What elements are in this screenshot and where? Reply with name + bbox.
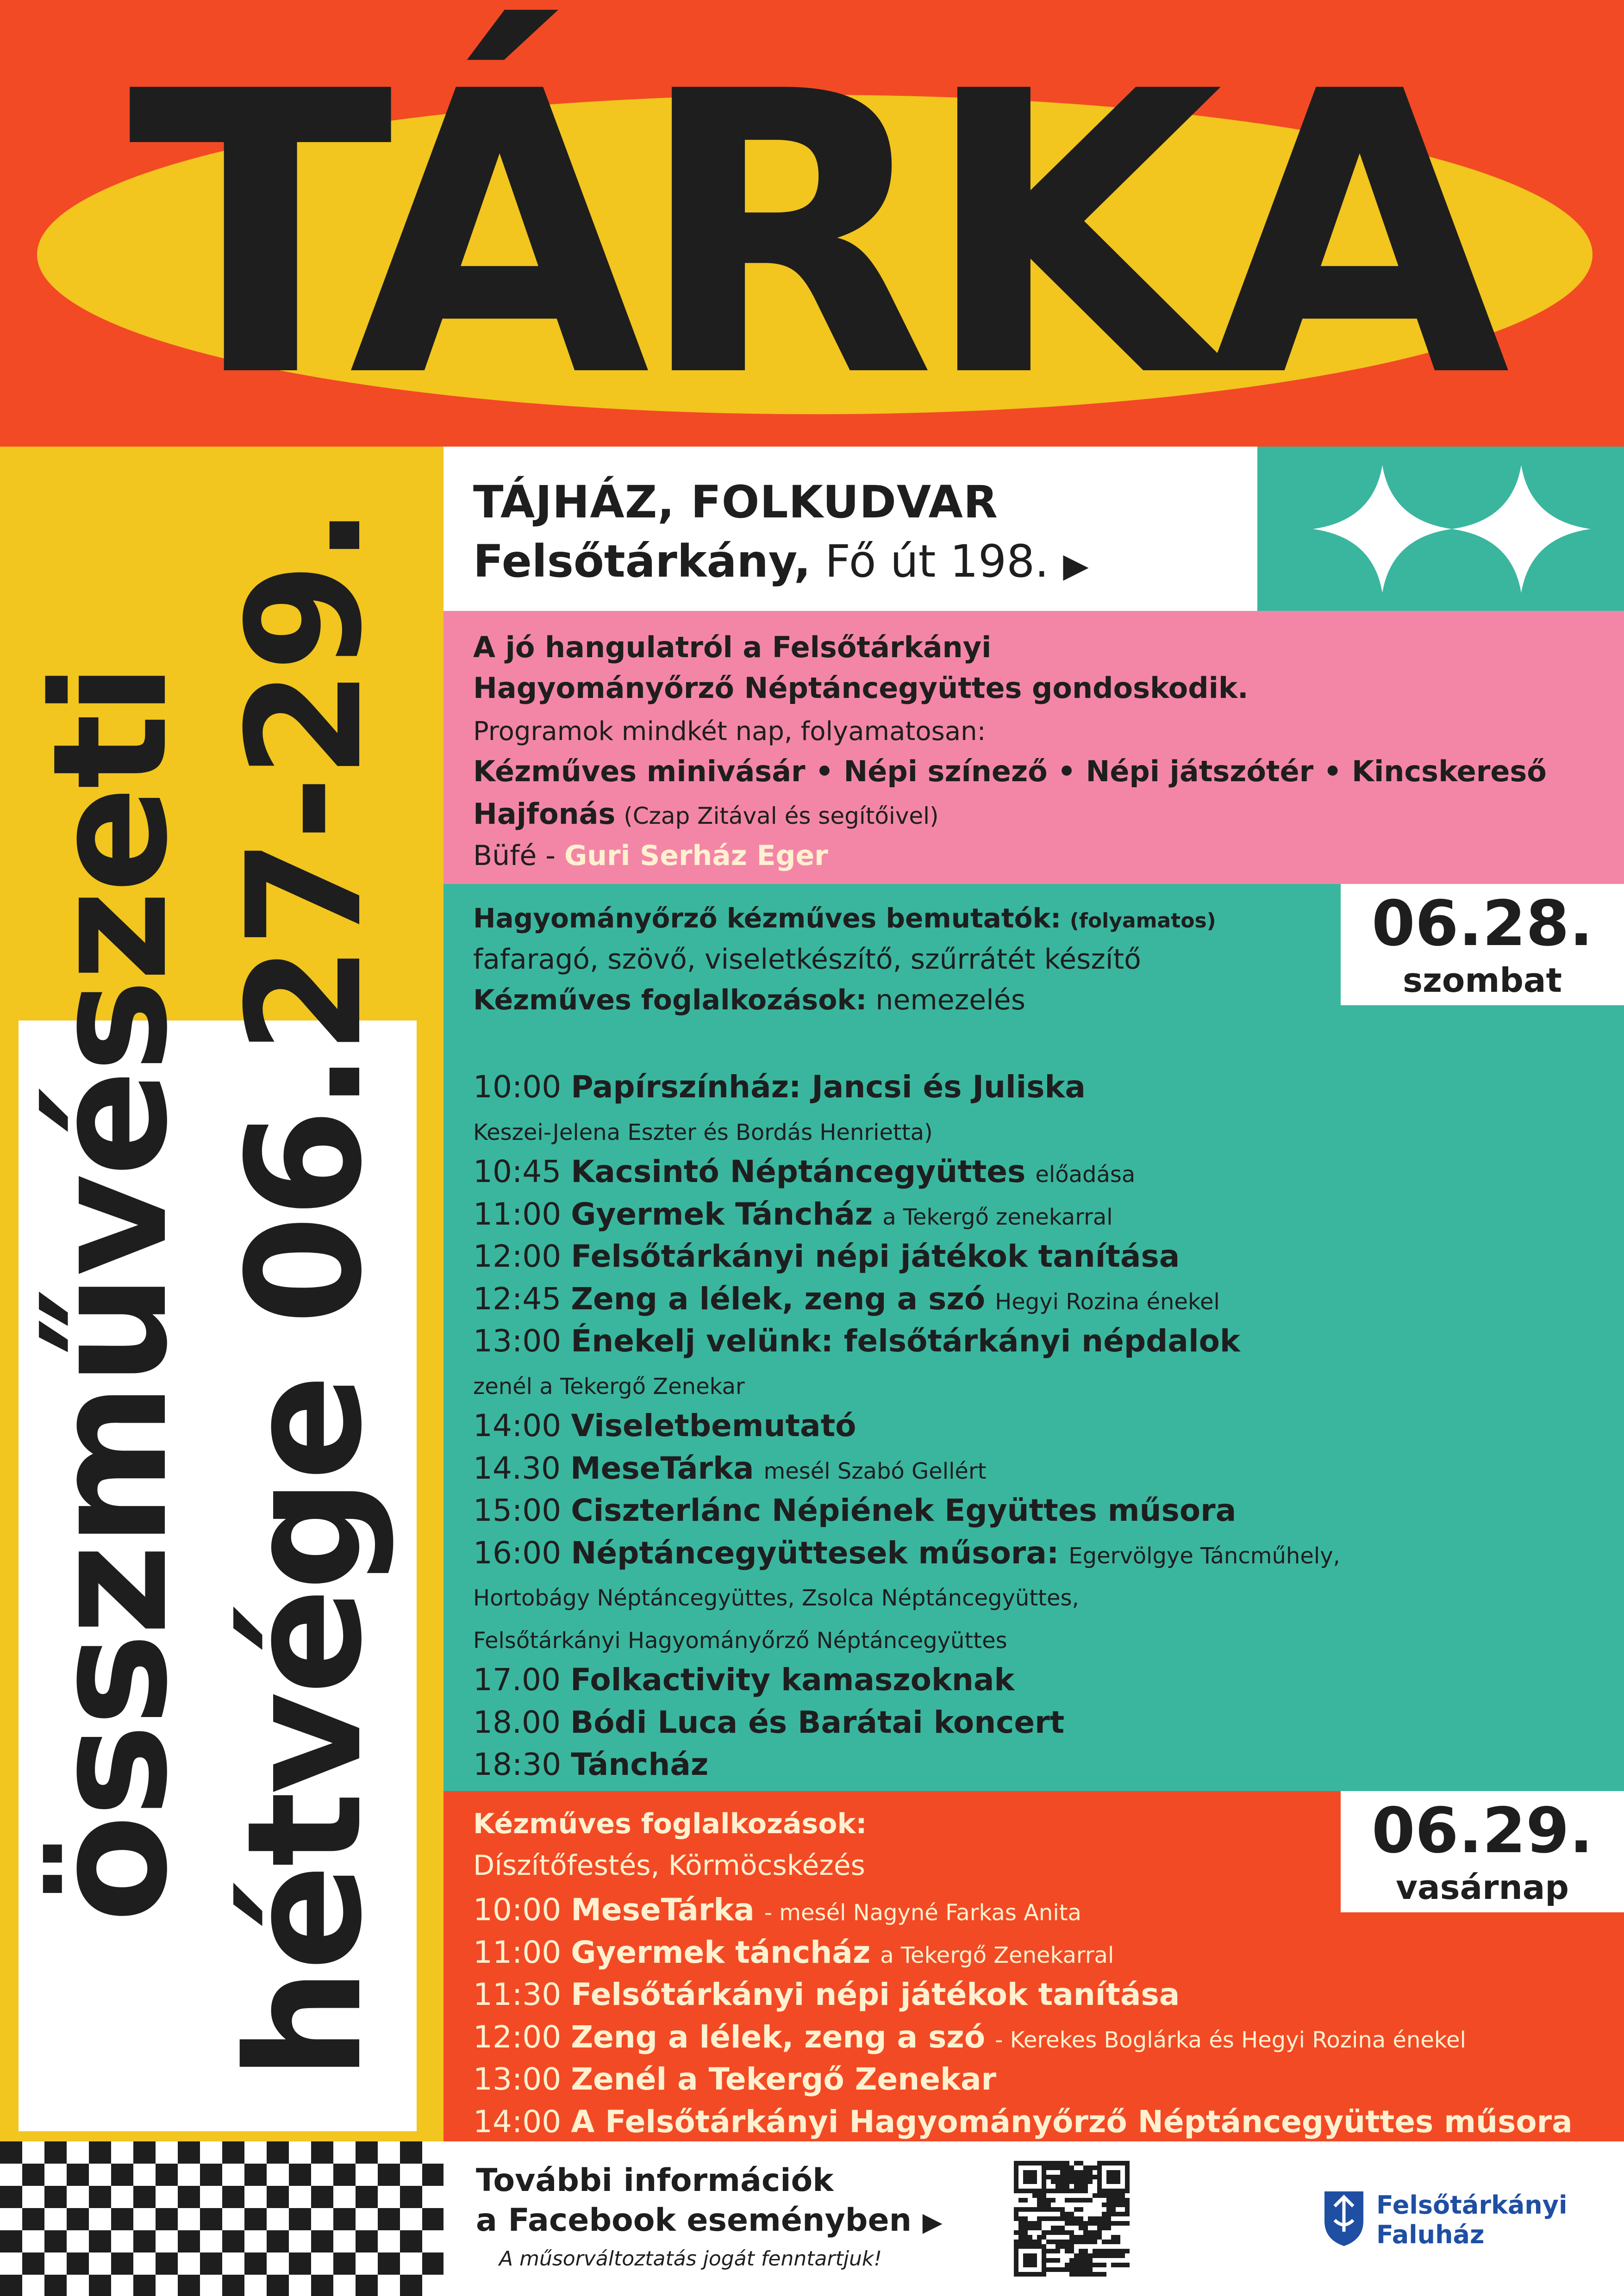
info-line-2-text: a Facebook eseményben — [476, 2202, 912, 2239]
venue-name: TÁJHÁZ, FOLKUDVAR — [473, 476, 998, 528]
venue-address — [473, 535, 1089, 587]
day1-event-row — [473, 1408, 856, 1444]
day2-weekday: vasárnap — [1396, 1868, 1569, 1907]
address-block — [443, 447, 1257, 611]
event-title: Bódi Luca és Barátai koncert — [570, 1704, 1065, 1740]
day1-event-row — [473, 1238, 1180, 1274]
event-title: Papírszínház: Jancsi és Juliska — [571, 1069, 1086, 1105]
event-detail: mesél Szabó Gellért — [763, 1458, 987, 1484]
logo-line-2: Faluház — [1376, 2220, 1485, 2249]
day1-date-box — [1341, 884, 1624, 1005]
event-time: 18.00 — [473, 1704, 561, 1740]
event-title: Folkactivity kamaszoknak — [570, 1662, 1015, 1698]
day1-event-row — [473, 1196, 1113, 1232]
side-band — [0, 447, 443, 2141]
day2-event-row — [473, 1977, 1180, 2012]
event-time: 13:00 — [473, 2061, 562, 2097]
event-title: Zenél a Tekergő Zenekar — [571, 2061, 997, 2097]
day2-event-row — [473, 1935, 1114, 1970]
event-detail: Hortobágy Néptáncegyüttes, Zsolca Néptáncegyüttes, — [473, 1585, 1079, 1611]
buffet-name: Guri Serház Eger — [564, 840, 828, 872]
day1-event-row — [473, 1281, 1220, 1317]
day1-crafts — [473, 902, 1216, 934]
event-time: 12:00 — [473, 2019, 562, 2055]
event-time: 13:00 — [473, 1323, 562, 1359]
event-time: 17.00 — [473, 1662, 561, 1698]
play-arrow-icon: ▶ — [1063, 546, 1089, 585]
four-point-star-icon — [1257, 447, 1624, 611]
checkerboard-pattern — [0, 2141, 443, 2296]
crafts-label: Hagyományőrző kézműves bemutatók: — [473, 902, 1062, 934]
event-title: A Felsőtárkányi Hagyományőrző Néptáncegyüttes műsora — [571, 2103, 1573, 2140]
intro-line-2: Hagyományőrző Néptáncegyüttes gondoskodik. — [473, 671, 1249, 705]
event-title: Felsőtárkányi népi játékok tanítása — [571, 1238, 1180, 1274]
event-title: Ciszterlánc Népiének Együttes műsora — [571, 1493, 1237, 1528]
event-time: 15:00 — [473, 1493, 562, 1528]
buffet-label: Büfé - — [473, 840, 556, 872]
intro-panel — [443, 611, 1624, 884]
day1-event-row — [473, 1493, 1236, 1528]
day2-event-row — [473, 2104, 1573, 2140]
day2-workshop-label: Kézműves foglalkozások: — [473, 1808, 867, 1840]
boat-title: Hajfonás — [473, 797, 616, 831]
day1-event-row — [473, 1366, 745, 1401]
info-line-1: További információk — [476, 2162, 834, 2199]
event-time: 10:00 — [473, 1892, 562, 1928]
day1-event-row — [473, 1069, 1086, 1105]
day2-event-row — [473, 2019, 1466, 2055]
event-detail: - mesél Nagyné Farkas Anita — [764, 1900, 1081, 1926]
day1-date: 06.28. — [1371, 887, 1593, 960]
disclaimer: A műsorváltoztatás jogát fenntartjuk! — [499, 2247, 882, 2271]
day2-date-box — [1341, 1791, 1624, 1912]
event-detail: a Tekergő Zenekarral — [880, 1942, 1114, 1968]
qr-code-icon[interactable] — [1014, 2161, 1130, 2277]
event-time: 11:00 — [473, 1934, 562, 1970]
event-time: 12:45 — [473, 1281, 562, 1317]
event-title: Zeng a lélek, zeng a szó — [571, 2019, 986, 2055]
boat-note: (Czap Zitával és segítőivel) — [624, 803, 939, 829]
event-detail: a Tekergő zenekarral — [882, 1204, 1113, 1230]
event-title: MeseTárka — [570, 1450, 754, 1486]
event-time: 10:00 — [473, 1069, 562, 1105]
event-time: 14.30 — [473, 1450, 561, 1486]
street-name: Fő út 198. — [824, 535, 1049, 587]
event-time: 11:30 — [473, 1977, 562, 2012]
day1-panel — [443, 884, 1624, 1791]
event-time: 10:45 — [473, 1154, 562, 1189]
activities-list: Kézműves minivásár • Népi színező • Népi játszótér • Kincskereső — [473, 754, 1547, 788]
day2-panel — [443, 1791, 1624, 2141]
event-detail: zenél a Tekergő Zenekar — [473, 1373, 745, 1400]
day1-event-row — [473, 1747, 708, 1782]
subtitle-line-2: hétvége 06.27-29. — [213, 508, 397, 2080]
event-title: Gyermek táncház — [571, 1934, 871, 1970]
day2-event-row — [473, 2061, 996, 2097]
event-title: Énekelj velünk: felsőtárkányi népdalok — [571, 1323, 1240, 1359]
event-time: 14:00 — [473, 1408, 562, 1444]
event-detail: előadása — [1035, 1162, 1136, 1188]
day1-weekday: szombat — [1403, 961, 1562, 1000]
day1-event-row — [473, 1662, 1014, 1698]
event-title: Gyermek Táncház — [571, 1196, 873, 1232]
more-info — [476, 2161, 943, 2242]
event-title: Viseletbemutató — [571, 1408, 856, 1444]
boat-line — [473, 797, 939, 831]
event-title: MeseTárka — [571, 1892, 755, 1928]
footer — [443, 2141, 1624, 2296]
intro-line-3: Programok mindkét nap, folyamatosan: — [473, 716, 986, 747]
day1-event-row — [473, 1450, 987, 1486]
play-arrow-icon: ▶ — [922, 2207, 943, 2237]
info-line-2 — [476, 2201, 943, 2242]
day1-event-row — [473, 1577, 1079, 1613]
event-detail: - Kerekes Boglárka és Hegyi Rozina énekel — [995, 2027, 1466, 2053]
event-time: 16:00 — [473, 1535, 562, 1571]
intro-line-1: A jó hangulatról a Felsőtárkányi — [473, 630, 992, 664]
header-banner — [0, 0, 1624, 447]
day1-event-row — [473, 1535, 1340, 1571]
day1-event-row — [473, 1154, 1135, 1189]
crafts-note: (folyamatos) — [1069, 909, 1216, 933]
event-title: Felsőtárkányi népi játékok tanítása — [571, 1977, 1180, 2012]
town-name: Felsőtárkány, — [473, 535, 811, 587]
event-detail: Keszei-Jelena Eszter és Bordás Henrietta) — [473, 1119, 933, 1145]
event-time: 14:00 — [473, 2103, 562, 2140]
workshop-label: Kézműves foglalkozások: — [473, 984, 867, 1016]
day1-event-row — [473, 1705, 1064, 1740]
event-time: 12:00 — [473, 1238, 562, 1274]
event-detail: Hegyi Rozina énekel — [995, 1288, 1220, 1315]
event-title: Kacsintó Néptáncegyüttes — [571, 1154, 1026, 1189]
event-title: TÁRKA — [128, 10, 1496, 447]
crafts-list: fafaragó, szövő, viseletkészítő, szűrrátét készítő — [473, 943, 1141, 976]
subtitle-line-1: összművészeti — [19, 665, 202, 1923]
event-title: Néptáncegyüttesek műsora: — [571, 1535, 1059, 1571]
event-title: Táncház — [571, 1747, 709, 1782]
organizer-logo — [1321, 2188, 1580, 2252]
day1-event-row — [473, 1112, 933, 1147]
event-detail: Felsőtárkányi Hagyományőrző Néptáncegyüttes — [473, 1627, 1007, 1654]
day1-event-row — [473, 1620, 1007, 1655]
day1-workshop — [473, 984, 1025, 1016]
day2-date: 06.29. — [1371, 1794, 1593, 1867]
logo-line-1: Felsőtárkányi — [1376, 2190, 1568, 2220]
decor-panel — [1257, 447, 1624, 611]
buffet-line — [473, 840, 828, 872]
day2-event-row — [473, 1892, 1081, 1928]
vertical-subtitle — [13, 447, 430, 2141]
logo-text — [1376, 2190, 1567, 2250]
day1-event-row — [473, 1323, 1240, 1359]
event-title: Zeng a lélek, zeng a szó — [571, 1281, 986, 1317]
event-time: 18:30 — [473, 1747, 562, 1782]
event-time: 11:00 — [473, 1196, 562, 1232]
workshop-name: nemezelés — [875, 984, 1025, 1016]
event-detail: Egervölgye Táncműhely, — [1068, 1543, 1340, 1569]
municipal-crest-icon — [1321, 2188, 1367, 2248]
day2-workshop-list: Díszítőfestés, Körmöcskézés — [473, 1849, 865, 1882]
